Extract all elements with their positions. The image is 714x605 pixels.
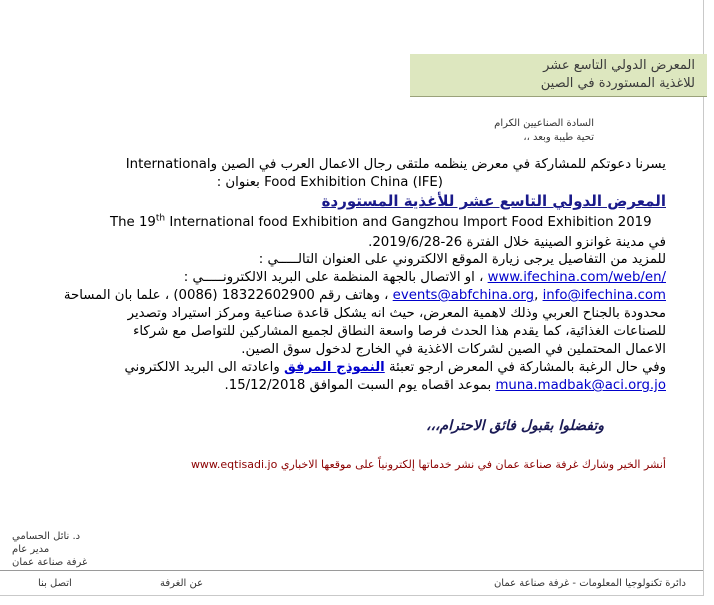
- signature-org: غرفة صناعة عمان: [12, 557, 88, 568]
- contact-email-link[interactable]: muna.madbak@aci.org.jo: [495, 378, 666, 393]
- participation-suffix: واعادته الى البريد الالكتروني: [124, 360, 280, 375]
- exhibition-title-ar: المعرض الدولي التاسع عشر للأغذية المستوردة: [321, 192, 666, 210]
- salutation: السادة الصناعيين الكرام: [494, 118, 594, 129]
- header-title-line1: المعرض الدولي التاسع عشر: [543, 58, 695, 73]
- date-line: في مدينة غوانزو الصينية خلال الفترة 26-2019/6/28.: [368, 235, 666, 250]
- title-en-suffix: International food Exhibition and Gangzhou Import Food Exhibition 2019: [165, 215, 652, 230]
- intro-line-1: يسرنا دعوتكم للمشاركة في معرض ينظمه ملتقى رجال الاعمال العرب في الصين وInternational: [125, 157, 666, 172]
- promo-line: [191, 458, 666, 471]
- exhibition-title-en: [110, 214, 652, 232]
- greeting-wishes: تحية طيبة وبعد ،،: [523, 132, 594, 143]
- footer-about-link[interactable]: عن الغرفة: [160, 578, 204, 589]
- contact-email-wrap: [495, 378, 666, 393]
- details-line-3: الاعمال المحتملين في الصين لشركات الاغذية في الخارج لدخول سوق الصين.: [241, 342, 666, 357]
- signature-role: مدير عام: [12, 544, 50, 555]
- phone-text: ، وهاتف رقم 18322602900 (0086) ، علما بان المساحة: [63, 288, 389, 303]
- signature-name: د. نائل الحسامي: [12, 531, 81, 542]
- website-link-wrap: [488, 270, 666, 285]
- closing-line: وتفضلوا بقبول فائق الاحترام،،،: [426, 418, 604, 434]
- participation-line-1: [124, 359, 666, 377]
- title-en-prefix: The 19: [110, 215, 156, 230]
- footer-department: دائرة تكنولوجيا المعلومات - غرفة صناعة عمان: [493, 578, 686, 589]
- participation-prefix: وفي حال الرغبة بالمشاركة في المعرض ارجو تعبئة: [388, 360, 666, 375]
- deadline-text: بموعد اقصاه يوم السبت الموافق 15/12/2018.: [224, 378, 492, 393]
- email-link-info[interactable]: info@ifechina.com: [542, 288, 666, 303]
- intro-line-2: Food Exhibition China (IFE) بعنوان :: [216, 175, 443, 190]
- promo-site[interactable]: www.eqtisadi.jo: [190, 458, 278, 471]
- more-info-line: للمزيد من التفاصيل يرجى زيارة الموقع الالكتروني على العنوان التالـــــي :: [258, 252, 666, 267]
- header-banner: [410, 54, 707, 97]
- footer-divider: [0, 570, 703, 571]
- title-en-sup: th: [155, 213, 166, 224]
- contacts-line: [64, 287, 666, 305]
- attached-form-link[interactable]: النموذج المرفق: [284, 360, 385, 375]
- email-links-wrap: events@abfchina.org, info@ifechina.com: [392, 288, 666, 303]
- footer-contact-link[interactable]: اتصل بنا: [38, 578, 72, 589]
- participation-line-2: [225, 377, 667, 395]
- promo-text: أنشر الخير وشارك غرفة صناعة عمان في نشر خدماتها إلكترونياً على موقعها الاخباري: [280, 458, 666, 471]
- website-tail: ، او الاتصال بالجهة المنظمة على البريد الالكترونـــــي :: [183, 270, 484, 285]
- website-link[interactable]: www.ifechina.com/web/en/: [487, 270, 666, 285]
- details-line-2: للصناعات الغذائية، كما يقدم هذا الحدث فرصا واسعة النطاق لجميع المشاركين للتواصل مع شركاء: [133, 324, 666, 339]
- header-title-line2: للاغذية المستوردة في الصين: [540, 76, 695, 91]
- website-line: [184, 269, 666, 287]
- details-line-1: محدودة بالجناح العربي وذلك لاهمية المعرض، حيث انه يشكل قاعدة صناعية ومركز استيراد وتصدير: [127, 306, 666, 321]
- email-link-events[interactable]: events@abfchina.org: [392, 288, 535, 303]
